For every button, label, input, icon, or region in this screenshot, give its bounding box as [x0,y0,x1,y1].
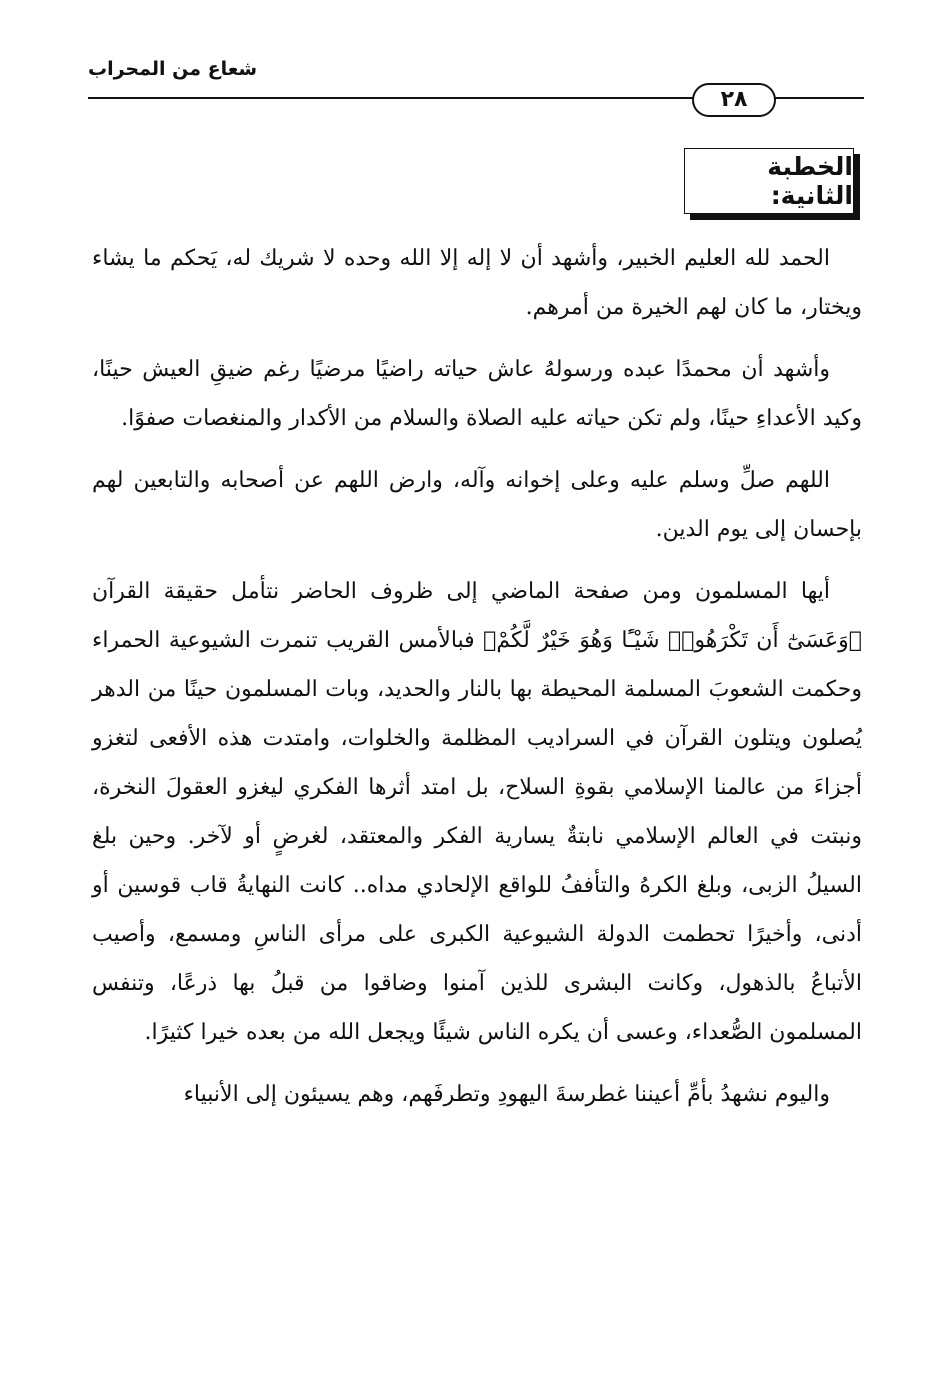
page-number-badge: ٢٨ [692,83,776,117]
paragraph-testimony: وأشهد أن محمدًا عبده ورسولهُ عاش حياته راضيًا مرضيًا رغم ضيقِ العيش حينًا، وكيد الأعداءِ حينًا، ولم تكن حياته عليه الصلاة والسلام من الأكدار والمنغصات صفوًا. [92,357,862,431]
paragraph-prayer: اللهم صلِّ وسلم عليه وعلى إخوانه وآله، وارض اللهم عن أصحابه والتابعين لهم بإحسان إلى يوم الدين. [92,468,862,542]
section-title: الخطبة الثانية: [767,152,853,210]
paragraph-closing: واليوم نشهدُ بأمِّ أعيننا غطرسةَ اليهودِ وتطرفَهم، وهم يسيئون إلى الأنبياء [183,1082,830,1107]
section-title-box [684,148,854,214]
body-text [92,234,862,1119]
paragraph-praise: الحمد لله العليم الخبير، وأشهد أن لا إله إلا الله وحده لا شريك له، يَحكم ما يشاء ويختار، ما كان لهم الخيرة من أمرهم. [92,246,862,320]
running-header-title: شعاع من المحراب [88,58,258,80]
paragraph-main: أيها المسلمون ومن صفحة الماضي إلى ظروف الحاضر نتأمل حقيقة القرآن ﴿وَعَسَىٰٓ أَن تَكْرَهُوا۟ شَيْـًٔا وَهُوَ خَيْرٌ لَّكُمْ﴾ فبالأمس القريب تنمرت الشيوعية الحمراء وحكمت الشعوبَ المسلمة المحيطة بها بالنار والحديد، وبات المسلمون حينًا من الدهر يُصلون ويتلون القرآن في السراديب المظلمة والخلوات، وامتدت هذه الأفعى لتغزو أجزاءَ من عالمنا الإسلامي بقوةِ السلاح، بل امتد أثرها الفكري ليغزو العقولَ النخرة، ونبتت في العالم الإسلامي نابتةٌ يسارية الفكر والمعتقد، لغرضٍ أو لآخر. وحين بلغ السيلُ الزبى، وبلغ الكرهُ والتأففُ للواقع الإلحادي مداه.. كانت النهايةُ قاب قوسين أو أدنى، وأخيرًا تحطمت الدولة الشيوعية الكبرى على مرأى الناسِ ومسمع، وأصيب الأتباعُ بالذهول، وكانت البشرى للذين آمنوا وضاقوا من قبلُ بها ذرعًا، وتنفس المسلمون الصُّعداء، وعسى أن يكره الناس شيئًا ويجعل الله من بعده خيرا كثيرًا. [92,579,862,1045]
